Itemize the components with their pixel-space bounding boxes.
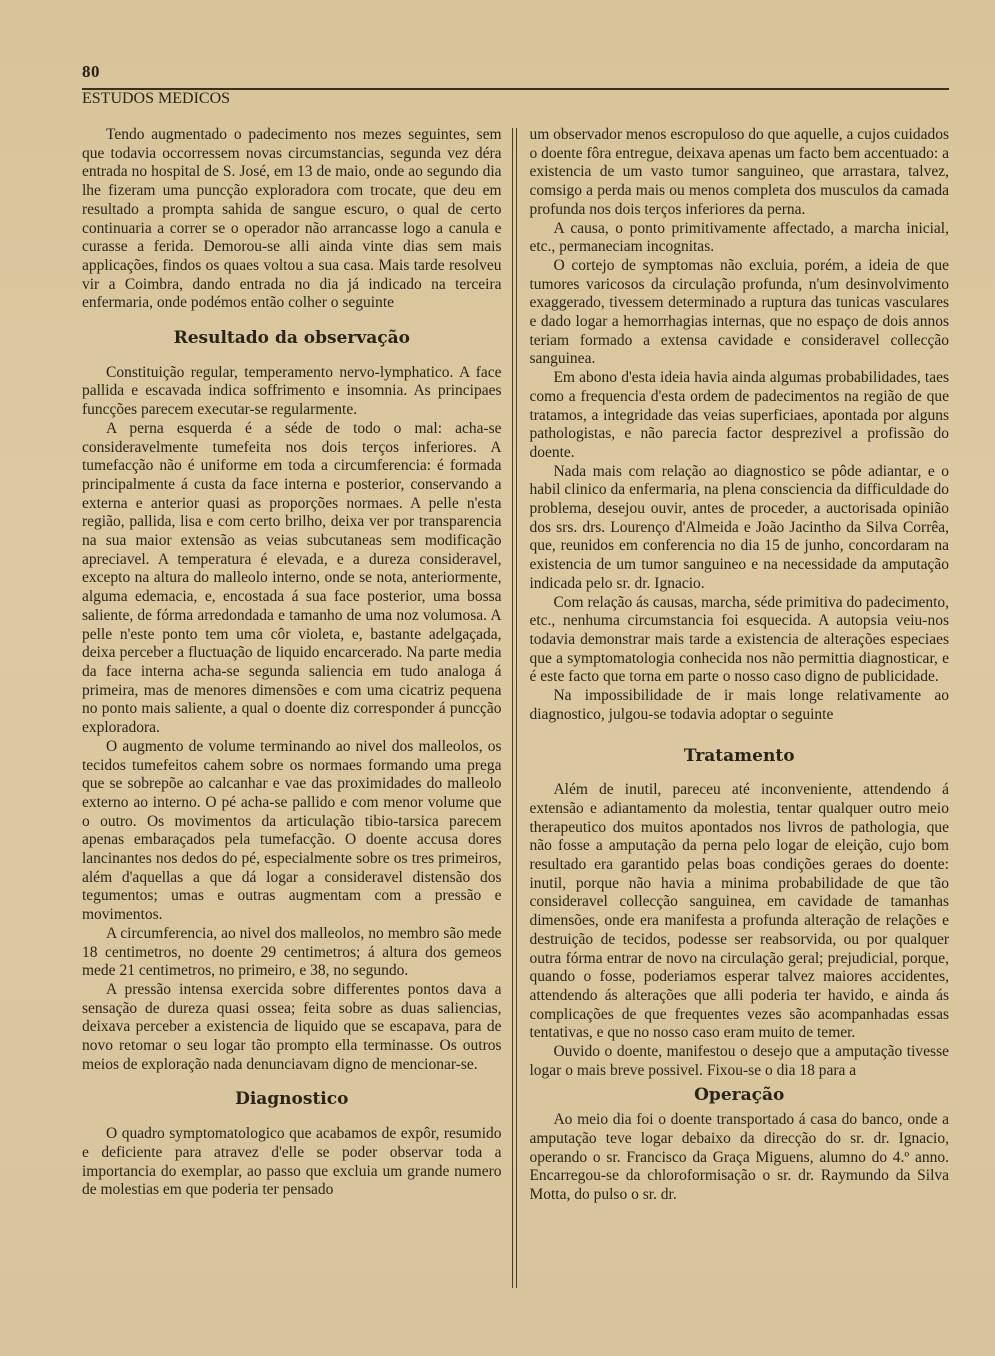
paragraph: Com relação ás causas, marcha, séde primitiva do padecimento, etc., nenhuma circumstancia foi esquecida. A autopsia veiu-nos todavia demonstrar mais tarde a existencia de alterações especiaes que a symptomatologia conhecida nos não permittia diagnosticar, e é este facto que torna em parte o nosso caso digno de publicidade. — [529, 593, 949, 686]
journal-title: ESTUDOS MEDICOS — [82, 90, 231, 107]
paragraph: O augmento de volume terminando ao nivel dos malleolos, os tecidos tumefeitos cahem sobre os normaes formando uma prega que se sobrepõe ao calcanhar e vae das proximidades do malleolo externo ao interno. O pé acha-se pallido e com menor volume que o outro. Os movimentos da articulação tibio-tarsica parecem apenas embaraçados pela tumefacção. O doente accusa dores lancinantes nos dedos do pé, especialmente sobre os tres primeiros, além d'aquellas a que dá logar a consideravel distensão dos tegumentos; umas e outras augmentam com a pressão e movimentos. — [82, 737, 502, 924]
paragraph: A pressão intensa exercida sobre differentes pontos dava a sensação de dureza quasi ossea; feita sobre as duas saliencias, deixava perceber a existencia de liquido que se escapava, para de novo retomar o seu logar tão prompto ella terminasse. Os outros meios de exploração nada denunciavam digno de mencionar-se. — [82, 980, 502, 1073]
two-column-body — [82, 126, 949, 1288]
paragraph: Tendo augmentado o padecimento nos mezes seguintes, sem que todavia occorressem novas circumstancias, segunda vez déra entrada no hospital de S. José, em 13 de maio, onde ao segundo dia lhe fizeram uma puncção exploradora com trocate, que deu em resultado a prompta sahida de sangue escuro, o qual de certo continuaria a correr se o operador não arrancasse logo a canula e curasse a ferida. Demorou-se alli ainda vinte dias sem mais applicações, findos os quaes voltou a sua casa. Mais tarde resolveu vir a Coimbra, dando entrada no dia já indicado na terceira enfermaria, onde podémos então colher o seguinte — [82, 126, 502, 312]
paragraph: A perna esquerda é a séde de todo o mal: acha-se consideravelmente tumefeita nos dois terços inferiores. A tumefacção não é uniforme em toda a circumferencia: é formada principalmente á custa da face interna e posterior, conservando a externa e anterior quasi as proporções normaes. A pelle n'esta região, pallida, lisa e com certo brilho, deixa ver por transparencia na sua maior extensão as veias subcutaneas sem modificação apreciavel. A temperatura é elevada, e a dureza consideravel, excepto na altura do malleolo interno, onde se nota, anteriormente, alguma edemacia, e, encostada á sua face posterior, uma bossa saliente, de fórma arredondada e tamanho de uma noz volumosa. A pelle n'este ponto tem uma côr violeta, e, bastante adelgaçada, deixa perceber a fluctuação de liquido encarcerado. Na parte media da face interna acha-se segunda saliencia em tudo analoga á primeira, mas de menores dimensões e com uma cicatriz pequena no ponto mais saliente, a qual o doente diz corresponder á puncção exploradora. — [82, 419, 502, 737]
section-heading: Resultado da observação — [173, 328, 410, 349]
paragraph: O quadro symptomatologico que acabamos de expôr, resumido e deficiente para atravez d'elle se poder observar toda a importancia do exemplar, ao passo que excluia um grande numero de molestias em que poderia ter pensado — [82, 1125, 502, 1199]
paragraph: A causa, o ponto primitivamente affectado, a marcha inicial, etc., permaneciam incognitas. — [529, 219, 949, 256]
paragraph: Nada mais com relação ao diagnostico se pôde adiantar, e o habil clinico da enfermaria, na plena consciencia da difficuldade do problema, desejou ouvir, antes de proceder, a auctorisada opinião dos srs. drs. Lourenço d'Almeida e João Jacintho da Silva Corrêa, que, reunidos em conferencia no dia 15 de junho, concordaram na existencia de um tumor sanguineo e na necessidade da amputação indicada pelo sr. dr. Ignacio. — [529, 462, 949, 592]
section-heading: Tratamento — [683, 745, 795, 766]
section-heading: Diagnostico — [235, 1089, 349, 1110]
section-heading: Operação — [694, 1085, 785, 1106]
paragraph: Ao meio dia foi o doente transportado á casa do banco, onde a amputação teve logar debaixo da direcção do sr. dr. Ignacio, operando o sr. Francisco da Graça Miguens, alumno do 4.º anno. Encarregou-se da chloroformisação o sr. dr. Raymundo da Silva Motta, do pulso o sr. dr. — [529, 1111, 949, 1203]
paragraph: Além de inutil, pareceu até inconveniente, attendendo á extensão e adiantamento da molestia, tentar qualquer outro meio therapeutico dos muitos apontados nos livros de pathologia, que não fosse a amputação da perna pelo logar de eleição, cujo bom resultado era garantido pelas boas condições geraes do doente: inutil, porque não havia a minima probabilidade de que tão consideravel collecção sanguinea, em cavidade de tamanhas dimensões, onde era manifesta a profunda alteração de relações e destruição de tecidos, podesse ser reabsorvida, ou por qualquer outra fórma entrar de novo na circulação geral; prejudicial, porque, quando o fosse, poderiamos esperar talvez maiores accidentes, attendendo ás alterações que alli poderia ter havido, e ainda ás complicações de que frequentes vezes são acompanhadas essas tentativas, e que no nosso caso eram muito de temer. — [529, 781, 949, 1042]
paragraph: Em abono d'esta ideia havia ainda algumas probabilidades, taes como a frequencia d'esta ordem de padecimentos na região de que tratamos, a integridade das veias superficiaes, apontada por alguns pathologistas, e não parecia factor desprezivel a profissão do doente. — [529, 369, 949, 461]
left-column — [82, 126, 512, 1288]
paragraph: um observador menos escropuloso do que aquelle, a cujos cuidados o doente fôra entregue, deixava apenas um facto bem accentuado: a existencia de um vasto tumor sanguineo, que arrastara, talvez, comsigo a perda mais ou menos completa dos musculos da camada profunda nos dois terços inferiores da perna. — [529, 126, 949, 218]
paragraph: O cortejo de symptomas não excluia, porém, a ideia de que tumores varicosos da circulação profunda, n'um desinvolvimento exaggerado, tivessem determinado a ruptura das tunicas vasculares e dado logar a hemorrhagias internas, que no espaço de dois annos teriam formado a extensa cavidade e consideravel collecção sanguinea. — [529, 256, 949, 368]
paragraph: A circumferencia, ao nivel dos malleolos, no membro são mede 18 centimetros, no doente 29 centimetros; á altura dos gemeos mede 21 centimetros, no primeiro, e 38, no segundo. — [82, 924, 502, 980]
running-header — [82, 62, 949, 90]
paragraph: Na impossibilidade de ir mais longe relativamente ao diagnostico, julgou-se todavia adoptar o seguinte — [529, 687, 949, 723]
paragraph: Constituição regular, temperamento nervo-lymphatico. A face pallida e escavada indica soffrimento e insomnia. As principaes funcções parecem executar-se regularmente. — [82, 363, 502, 419]
paragraph: Ouvido o doente, manifestou o desejo que a amputação tivesse logar o mais breve possivel. Fixou-se o dia 18 para a — [529, 1043, 949, 1079]
right-column — [517, 126, 949, 1288]
page-number: 80 — [82, 62, 100, 81]
